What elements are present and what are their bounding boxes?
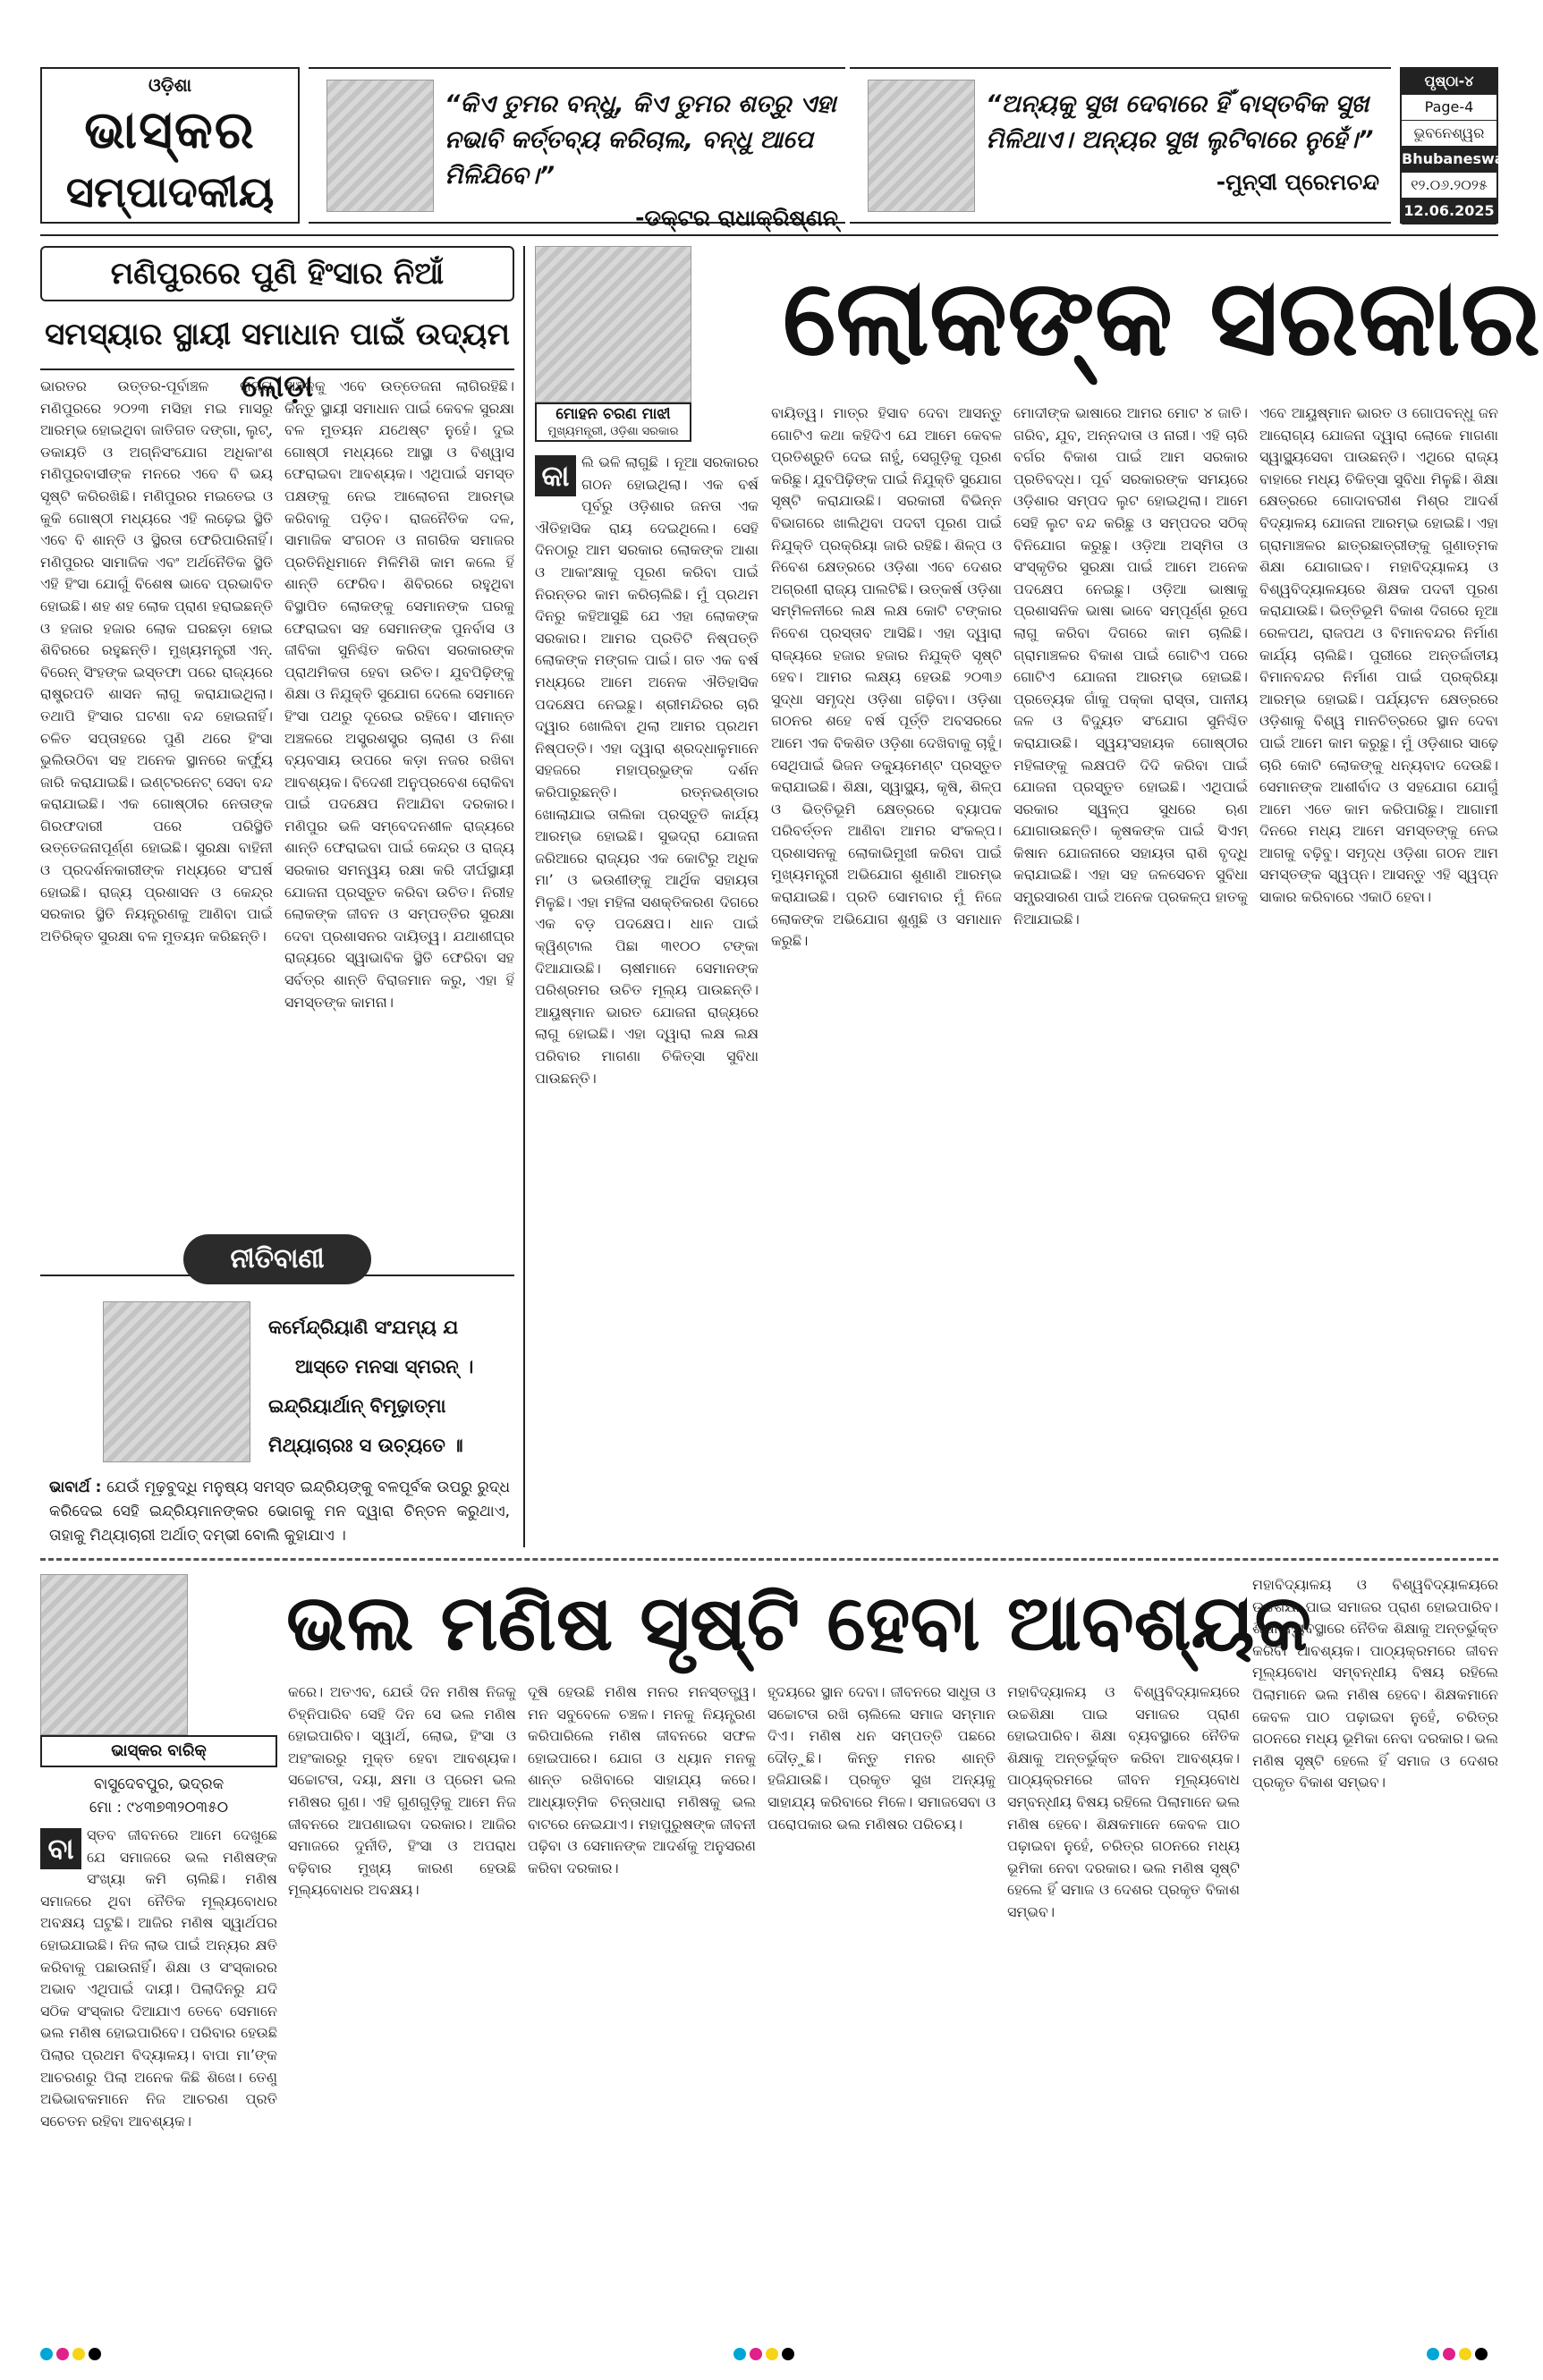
article2-col1: ଲି ଭଳି ଲାଗୁଛି । ନୂଆ ସରକାରର ଗଠନ ହୋଇଥିଲା। ଏକ ବର୍ଷ ପୂର୍ବରୁ ଓଡ଼ିଶାର ଜନତା ଏକ ଐତିହାସିକ ରାୟ ଦେଇଥିଲେ। ସେହି ଦିନଠାରୁ ଆମ ସରକାର ଲୋକଙ୍କ ଆଶା ଓ ଆକାଂକ୍ଷାକୁ ପୂରଣ କରିବା ପାଇଁ ନିରନ୍ତର କାମ କରିଚାଲିଛି। ମୁଁ ପ୍ରଥମ ଦିନରୁ କହିଆସୁଛି ଯେ ଏହା ଲୋକଙ୍କ ସରକାର। ଆମର ପ୍ରତିଟି ନିଷ୍ପତ୍ତି ଲୋକଙ୍କ ମଙ୍ଗଳ ପାଇଁ। ଗତ ଏକ ବର୍ଷ ମଧ୍ୟରେ ଆମେ ଅନେକ ଐତିହାସିକ ପଦକ୍ଷେପ ନେଇଛୁ। ଶ୍ରୀମନ୍ଦିରର ଚାରି ଦ୍ୱାର ଖୋଲିବା ଥିଲା ଆମର ପ୍ରଥମ ନିଷ୍ପତ୍ତି। ଏହା ଦ୍ୱାରା ଶ୍ରଦ୍ଧାଳୁମାନେ ସହଜରେ ମହାପ୍ରଭୁଙ୍କ ଦର୍ଶନ କରିପାରୁଛନ୍ତି। ରତ୍ନଭଣ୍ଡାର ଖୋଲାଯାଇ ତାଲିକା ପ୍ରସ୍ତୁତି କାର୍ଯ୍ୟ ଆରମ୍ଭ ହୋଇଛି। ସୁଭଦ୍ରା ଯୋଜନା ଜରିଆରେ ରାଜ୍ୟର ଏକ କୋଟିରୁ ଅଧିକ ମା’ ଓ ଭଉଣୀଙ୍କୁ ଆର୍ଥିକ ସହାୟତା ମିଳୁଛି। ଏହା ମହିଳା ସଶକ୍ତିକରଣ ଦିଗରେ ଏକ ବଡ଼ ପଦକ୍ଷେପ। ଧାନ ପାଇଁ କ୍ୱିଣ୍ଟାଲ ପିଛା ୩୧୦୦ ଟଙ୍କା ଦିଆଯାଉଛି। ଚାଷୀମାନେ ସେମାନଙ୍କ ପରିଶ୍ରମର ଉଚିତ ମୂଲ୍ୟ ପାଉଛନ୍ତି। ଆୟୁଷ୍ମାନ ଭାରତ ଯୋଜନା ରାଜ୍ୟରେ ଲାଗୁ ହୋଇଛି। ଏହା ଦ୍ୱାରା ଲକ୍ଷ ଲକ୍ଷ ପରିବାର ମାଗଣା ଚିକିତ୍ସା ସୁବିଧା ପାଉଛନ୍ତି। [535, 453, 759, 1087]
article3-col6: ମହାବିଦ୍ୟାଳୟ ଓ ବିଶ୍ୱବିଦ୍ୟାଳୟରେ ଉଚ୍ଚଶିକ୍ଷା ପାଇ ସମାଜର ପ୍ରାଣ ହୋଇପାରିବ। ଶିକ୍ଷା ବ୍ୟବସ୍ଥାରେ ନୈତିକ ଶିକ୍ଷାକୁ ଅନ୍ତର୍ଭୁକ୍ତ କରିବା ଆବଶ୍ୟକ। ପାଠ୍ୟକ୍ରମରେ ଜୀବନ ମୂଲ୍ୟବୋଧ ସମ୍ବନ୍ଧୀୟ ବିଷୟ ରହିଲେ ପିଲାମାନେ ଭଲ ମଣିଷ ହେବେ। ଶିକ୍ଷକମାନେ କେବଳ ପାଠ ପଢ଼ାଇବା ନୁହେଁ, ଚରିତ୍ର ଗଠନରେ ମଧ୍ୟ ଭୂମିକା ନେବା ଦରକାର। ଭଲ ମଣିଷ ସୃଷ୍ଟି ହେଲେ ହିଁ ସମାଜ ଓ ଦେଶର ପ୍ରକୃତ ବିକାଶ ସମ୍ଭବ। [1252, 1576, 1498, 1791]
article2-headline: ଲୋକଙ୍କ ସରକାର [783, 255, 1541, 379]
quote-right-text: “ଅନ୍ୟକୁ ସୁଖ ଦେବାରେ ହିଁ ବାସ୍ତବିକ ସୁଖ ମିଳିଥାଏ। ଅନ୍ୟର ସୁଖ ଲୁଟିବାରେ ନୁହେଁ।” [986, 90, 1374, 154]
article3-byline-place: ବାସୁଦେବପୁର, ଭଦ୍ରକ [93, 1775, 225, 1793]
article1-col1: ଭାରତର ଉତ୍ତର-ପୂର୍ବାଞ୍ଚଳ ରାଜ୍ୟ ମଣିପୁରରେ ୨୦୨୩ ମସିହା ମଇ ମାସରୁ ଆରମ୍ଭ ହୋଇଥିବା ଜାତିଗତ ଦଙ୍ଗା, ଲୁଟ୍, ଡକାୟତି ଓ ଅଗ୍ନିସଂଯୋଗ ଅଧିକାଂଶ ମଣିପୁରବାସୀଙ୍କ ମନରେ ଏବେ ବି ଭୟ ସୃଷ୍ଟି କରିରଖିଛି। ମଣିପୁରର ମଇତେଇ ଓ କୁକି ଗୋଷ୍ଠୀ ମଧ୍ୟରେ ଏହି ଲଢ଼େଇ ସ୍ଥିତି ଏବେ ବି ଶାନ୍ତି ଓ ସ୍ଥିରତା ଫେରିପାରିନାହିଁ। ମଣିପୁରର ସାମାଜିକ ଏବଂ ଅର୍ଥନୈତିକ ସ୍ଥିତି ଏହି ହିଂସା ଯୋଗୁଁ ବିଶେଷ ଭାବେ ପ୍ରଭାବିତ ହୋଇଛି। ଶହ ଶହ ଲୋକ ପ୍ରାଣ ହରାଇଛନ୍ତି ଓ ହଜାର ହଜାର ଲୋକ ଘରଛଡ଼ା ହୋଇ ଶିବିରରେ ରହୁଛନ୍ତି। ମୁଖ୍ୟମନ୍ତ୍ରୀ ଏନ୍. ବିରେନ୍ ସିଂହଙ୍କ ଇସ୍ତଫା ପରେ ରାଜ୍ୟରେ ରାଷ୍ଟ୍ରପତି ଶାସନ ଲାଗୁ କରାଯାଇଥିଲା। ତଥାପି ହିଂସାର ଘଟଣା ବନ୍ଦ ହୋଇନାହିଁ। ଚଳିତ ସପ୍ତାହରେ ପୁଣି ଥରେ ହିଂସା ଭୁଲିଉଠିବା ସହ ଅନେକ ସ୍ଥାନରେ କର୍ଫ୍ୟୁ ଜାରି କରାଯାଇଛି। ଇଣ୍ଟରନେଟ୍ ସେବା ବନ୍ଦ କରାଯାଇଛି। ଏକ ଗୋଷ୍ଠୀର ନେତାଙ୍କ ଗିରଫଦାରୀ ପରେ ପରିସ୍ଥିତି ଉତ୍ତେଜନାପୂର୍ଣ୍ଣ ହୋଇଛି। ସୁରକ୍ଷା ବାହିନୀ ଓ ପ୍ରଦର୍ଶନକାରୀଙ୍କ ମଧ୍ୟରେ ସଂଘର୍ଷ ହୋଇଛି। ରାଜ୍ୟ ପ୍ରଶାସନ ଓ କେନ୍ଦ୍ର ସରକାର ସ୍ଥିତି ନିୟନ୍ତ୍ରଣକୁ ଆଣିବା ପାଇଁ ଅତିରିକ୍ତ ସୁରକ୍ଷା ବଳ ମୁତୟନ କରିଛନ୍ତି। [40, 377, 273, 944]
nitibani-meaning-label: ଭାବାର୍ଥ : [49, 1478, 102, 1496]
photo-mohan-majhi [535, 246, 691, 402]
article2-col2: ବାୟିତ୍ୱ। ମାତ୍ର ହିସାବ ଦେବା ଆସନ୍ତୁ ଗୋଟିଏ କଥା କହିଦିଏ ଯେ ଆମେ କେବଳ ପ୍ରତିଶ୍ରୁତି ଦେଇ ନାହୁଁ, ସେଗୁଡ଼ିକୁ ପୂରଣ କରିଛୁ। ଯୁବପିଢ଼ିଙ୍କ ପାଇଁ ନିଯୁକ୍ତି ସୁଯୋଗ ସୃଷ୍ଟି କରାଯାଉଛି। ସରକାରୀ ବିଭିନ୍ନ ବିଭାଗରେ ଖାଲିଥିବା ପଦବୀ ପୂରଣ ପାଇଁ ନିଯୁକ୍ତି ପ୍ରକ୍ରିୟା ଜାରି ରହିଛି। ଶିଳ୍ପ ଓ ନିବେଶ କ୍ଷେତ୍ରରେ ଓଡ଼ିଶା ଏବେ ଦେଶର ଅଗ୍ରଣୀ ରାଜ୍ୟ ପାଲଟିଛି। ଉତ୍କର୍ଷ ଓଡ଼ିଶା ସମ୍ମିଳନୀରେ ଲକ୍ଷ ଲକ୍ଷ କୋଟି ଟଙ୍କାର ନିବେଶ ପ୍ରସ୍ତାବ ଆସିଛି। ଏହା ଦ୍ୱାରା ରାଜ୍ୟରେ ହଜାର ହଜାର ନିଯୁକ୍ତି ସୃଷ୍ଟି ହେବ। ଆମର ଲକ୍ଷ୍ୟ ହେଉଛି ୨୦୩୬ ସୁଦ୍ଧା ସମୃଦ୍ଧ ଓଡ଼ିଶା ଗଢ଼ିବା। ଓଡ଼ିଶା ଗଠନର ଶହେ ବର୍ଷ ପୂର୍ତ୍ତି ଅବସରରେ ଆମେ ଏକ ବିକଶିତ ଓଡ଼ିଶା ଦେଖିବାକୁ ଚାହୁଁ। ସେଥିପାଇଁ ଭିଜନ ଡକ୍ୟୁମେଣ୍ଟ ପ୍ରସ୍ତୁତ କରାଯାଇଛି। ଶିକ୍ଷା, ସ୍ୱାସ୍ଥ୍ୟ, କୃଷି, ଶିଳ୍ପ ଓ ଭିତ୍ତିଭୂମି କ୍ଷେତ୍ରରେ ବ୍ୟାପକ ପରିବର୍ତ୍ତନ ଆଣିବା ଆମର ସଂକଳ୍ପ। ପ୍ରଶାସନକୁ ଲୋକାଭିମୁଖୀ କରିବା ପାଇଁ ମୁଖ୍ୟମନ୍ତ୍ରୀ ଅଭିଯୋଗ ଶୁଣାଣି ଆରମ୍ଭ କରାଯାଇଛି। ପ୍ରତି ସୋମବାର ମୁଁ ନିଜେ ଲୋକଙ୍କ ଅଭିଯୋଗ ଶୁଣୁଛି ଓ ସମାଧାନ କରୁଛି। [771, 404, 1002, 950]
city-en: Bhubaneswar [1402, 147, 1496, 173]
quote-right-author: -ମୁନ୍ସୀ ପ୍ରେମଚନ୍ଦ [1216, 169, 1379, 195]
article3-byline-details [40, 1773, 277, 1819]
article3-byline-phone: ମୋ : ୯୪୩୭୩୨୦୩୫୦ [89, 1799, 229, 1817]
article3-col4: ହୃଦୟରେ ସ୍ଥାନ ଦେବା। ଜୀବନରେ ସାଧୁତା ଓ ସଚ୍ଚୋଟତା ରଖି ଚାଲିଲେ ସମାଜ ସମ୍ମାନ ଦିଏ। ମଣିଷ ଧନ ସମ୍ପତ୍ତି ପଛରେ ଦୌଡ଼ୁଛି। କିନ୍ତୁ ମନର ଶାନ୍ତି ହଜିଯାଉଛି। ପ୍ରକୃତ ସୁଖ ଅନ୍ୟକୁ ସାହାଯ୍ୟ କରିବାରେ ମିଳେ। ସମାଜସେବା ଓ ପରୋପକାର ଭଲ ମଣିଷର ପରିଚୟ। [767, 1683, 996, 1833]
article2-dropcap: କା [535, 455, 576, 496]
verse-line-2: ଆସ୍ତେ ମନସା ସ୍ମରନ୍ । [295, 1356, 474, 1377]
verse-line-4: ମିଥ୍ୟାଚାରଃ ସ ଉଚ୍ୟତେ ॥ [268, 1435, 463, 1456]
nitibani-meaning: ଯେଉଁ ମୂଢ଼ବୁଦ୍ଧି ମନୁଷ୍ୟ ସମସ୍ତ ଇନ୍ଦ୍ରିୟଙ୍କୁ ବଳପୂର୍ବକ ଉପରୁ ରୁଦ୍ଧ କରିଦେଇ ସେହି ଇନ୍ଦ୍ରିୟମାନଙ୍କର ଭୋଗକୁ ମନ ଦ୍ୱାରା ଚିନ୍ତନ କରୁଥାଏ, ତାହାକୁ ମିଥ୍ୟାଚାରୀ ଅର୍ଥାତ୍ ଦମ୍ଭୀ ବୋଲି କୁହାଯାଏ । [49, 1478, 510, 1545]
article2-col1-block [535, 452, 759, 1534]
verse-line-1: କର୍ମେନ୍ଦ୍ରିୟାଣି ସଂଯମ୍ୟ ଯ [268, 1317, 459, 1338]
article2-byline-role: ମୁଖ୍ୟମନ୍ତ୍ରୀ, ଓଡ଼ିଶା ସରକାର [547, 425, 679, 438]
article2-col3: ମୋଦୀଙ୍କ ଭାଷାରେ ଆମର ମୋଟ ୪ ଜାତି। ଗରିବ, ଯୁବ, ଅନ୍ନଦାତା ଓ ନାରୀ। ଏହି ଚାରି ବର୍ଗର ବିକାଶ ପାଇଁ ଆମ ସରକାର ପ୍ରତିବଦ୍ଧ। ପୂର୍ବ ସରକାରଙ୍କ ସମୟରେ ଓଡ଼ିଶାର ସମ୍ପଦ ଲୁଟ ହୋଇଥିଲା। ଆମେ ସେହି ଲୁଟ ବନ୍ଦ କରିଛୁ ଓ ସମ୍ପଦର ସଠିକ୍ ବିନିଯୋଗ କରୁଛୁ। ଓଡ଼ିଆ ଅସ୍ମିତା ଓ ସଂସ୍କୃତିର ସୁରକ୍ଷା ପାଇଁ ଆମେ ଅନେକ ପଦକ୍ଷେପ ନେଇଛୁ। ଓଡ଼ିଆ ଭାଷାକୁ ପ୍ରଶାସନିକ ଭାଷା ଭାବେ ସମ୍ପୂର୍ଣ୍ଣ ରୂପେ ଲାଗୁ କରିବା ଦିଗରେ କାମ ଚାଲିଛି। ଗ୍ରାମାଞ୍ଚଳର ବିକାଶ ପାଇଁ ଗୋଟିଏ ପରେ ଗୋଟିଏ ଯୋଜନା ଆରମ୍ଭ ହୋଇଛି। ପ୍ରତ୍ୟେକ ଗାଁକୁ ପକ୍କା ରାସ୍ତା, ପାନୀୟ ଜଳ ଓ ବିଦ୍ୟୁତ ସଂଯୋଗ ସୁନିଶ୍ଚିତ କରାଯାଉଛି। ସ୍ୱୟଂସହାୟକ ଗୋଷ୍ଠୀର ମହିଳାଙ୍କୁ ଲକ୍ଷପତି ଦିଦି କରିବା ପାଇଁ ଯୋଜନା ପ୍ରସ୍ତୁତ ହୋଇଛି। ଏଥିପାଇଁ ସରକାର ସ୍ୱଳ୍ପ ସୁଧରେ ଋଣ ଯୋଗାଉଛନ୍ତି। କୃଷକଙ୍କ ପାଇଁ ସିଏମ୍ କିଷାନ ଯୋଜନାରେ ସହାୟତା ରାଶି ବୃଦ୍ଧି କରାଯାଇଛି। ଏହା ସହ ଜଳସେଚନ ସୁବିଧା ସମ୍ପ୍ରସାରଣ ପାଇଁ ଅନେକ ପ୍ରକଳ୍ପ ହାତକୁ ନିଆଯାଇଛି। [1013, 404, 1248, 927]
article2-byline-name: ମୋହନ ଚରଣ ମାଝୀ [555, 405, 671, 423]
brand-section: ସମ୍ପାଦକୀୟ [65, 167, 275, 217]
article3-col3: ଦୂଷି ହେଉଛି ମଣିଷ ମନର ମନସ୍ତତ୍ତ୍ୱ। ମନ ସବୁବେଳେ ଚଞ୍ଚଳ। ମନକୁ ନିୟନ୍ତ୍ରଣ କରିପାରିଲେ ମଣିଷ ଜୀବନରେ ସଫଳ ହୋଇପାରେ। ଯୋଗ ଓ ଧ୍ୟାନ ମନକୁ ଶାନ୍ତ ରଖିବାରେ ସାହାଯ୍ୟ କରେ। ଆଧ୍ୟାତ୍ମିକ ଚିନ୍ତାଧାରା ମଣିଷକୁ ଭଲ ବାଟରେ ନେଇଯାଏ। ମହାପୁରୁଷଙ୍କ ଜୀବନୀ ପଢ଼ିବା ଓ ସେମାନଙ୍କ ଆଦର୍ଶକୁ ଅନୁସରଣ କରିବା ଦରକାର। [528, 1683, 756, 1876]
quote-left [309, 67, 845, 231]
nitibani-badge: ନୀତିବାଣୀ [183, 1234, 371, 1284]
page-number-en: Page-4 [1402, 95, 1496, 121]
portrait-radhakrishnan [326, 80, 434, 212]
city-or: ଭୁବନେଶ୍ୱର [1402, 121, 1496, 147]
date-or: ୧୨.୦୬.୨୦୨୫ [1402, 173, 1496, 199]
nitibani-meaning-block [49, 1476, 510, 1548]
krishna-arjuna-image [103, 1301, 250, 1462]
page-number-or: ପୃଷ୍ଠା-୪ [1402, 69, 1496, 95]
article3-col1-block [40, 1825, 277, 2316]
article3-headline: ଭଲ ମଣିଷ ସୃଷ୍ଟି ହେବା ଆବଶ୍ୟକ [286, 1578, 1312, 1668]
article2-byline [535, 402, 691, 442]
registration-marks-right [1427, 2348, 1498, 2362]
photo-bhaskar-barik [40, 1574, 188, 1735]
verse-line-3: ଇନ୍ଦ୍ରିୟାର୍ଥାନ୍ ବିମୂଢ଼ାତ୍ମା [268, 1395, 446, 1417]
quote-left-text: “କିଏ ତୁମର ବନ୍ଧୁ, କିଏ ତୁମର ଶତ୍ରୁ ଏହା ନଭାବି କର୍ତ୍ତବ୍ୟ କରିଚାଲ, ବନ୍ଧୁ ଆପେ ମିଳିଯିବେ।” [445, 90, 836, 190]
date-en: 12.06.2025 [1402, 199, 1496, 224]
brand-top-label: ଓଡ଼ିଶା [148, 74, 192, 96]
page-info-box [1400, 67, 1512, 224]
article1-head-rule [40, 368, 514, 370]
quote-right [850, 67, 1391, 224]
article3-col1: ସ୍ତବ ଜୀବନରେ ଆମେ ଦେଖୁଛେ ଯେ ସମାଜରେ ଭଲ ମଣିଷଙ୍କ ସଂଖ୍ୟା କମି ଚାଲିଛି। ମଣିଷ ସମାଜରେ ଥିବା ନୈତିକ ମୂଲ୍ୟବୋଧର ଅବକ୍ଷୟ ଘଟୁଛି। ଆଜିର ମଣିଷ ସ୍ୱାର୍ଥପର ହୋଇଯାଇଛି। ନିଜ ଲାଭ ପାଇଁ ଅନ୍ୟର କ୍ଷତି କରିବାକୁ ପଛାଉନାହିଁ। ଶିକ୍ଷା ଓ ସଂସ୍କାରର ଅଭାବ ଏଥିପାଇଁ ଦାୟୀ। ପିଲାଦିନରୁ ଯଦି ସଠିକ ସଂସ୍କାର ଦିଆଯାଏ ତେବେ ସେମାନେ ଭଲ ମଣିଷ ହୋଇପାରିବେ। ପରିବାର ହେଉଛି ପିଲାର ପ୍ରଥମ ବିଦ୍ୟାଳୟ। ବାପା ମା’ଙ୍କ ଆଚରଣରୁ ପିଲା ଅନେକ କିଛି ଶିଖେ। ତେଣୁ ଅଭିଭାବକମାନେ ନିଜ ଆଚରଣ ପ୍ରତି ସଚେତନ ରହିବା ଆବଶ୍ୟକ। [40, 1826, 277, 2130]
registration-marks-center [733, 2348, 805, 2362]
registration-marks-left [40, 2348, 112, 2362]
masthead-brand [40, 67, 300, 224]
quote-left-author: -ଡକ୍ଟର ରାଧାକ୍ରିଷ୍ଣନ୍ [635, 205, 838, 231]
section-dashed-divider [40, 1558, 1498, 1561]
portrait-premchand [868, 80, 975, 212]
brand-name: ଭାସ୍କର [84, 99, 256, 160]
article3-col2: କରେ। ଅତଏବ, ଯେଉଁ ଦିନ ମଣିଷ ନିଜକୁ ଚିହ୍ନିପାରିବ ସେହି ଦିନ ସେ ଭଲ ମଣିଷ ହୋଇପାରିବ। ସ୍ୱାର୍ଥ, ଲୋଭ, ହିଂସା ଓ ଅହଂକାରରୁ ମୁକ୍ତ ହେବା ଆବଶ୍ୟକ। ସଚ୍ଚୋଟତା, ଦୟା, କ୍ଷମା ଓ ପ୍ରେମ ଭଲ ମଣିଷର ଗୁଣ। ଏହି ଗୁଣଗୁଡ଼ିକୁ ଆମେ ନିଜ ଜୀବନରେ ଆପଣାଇବା ଦରକାର। ଆଜିର ସମାଜରେ ଦୁର୍ନୀତି, ହିଂସା ଓ ଅପରାଧ ବଢ଼ିବାର ମୁଖ୍ୟ କାରଣ ହେଉଛି ମୂଲ୍ୟବୋଧର ଅବକ୍ଷୟ। [288, 1683, 516, 1899]
article2-col4: ଏବେ ଆୟୁଷ୍ମାନ ଭାରତ ଓ ଗୋପବନ୍ଧୁ ଜନ ଆରୋଗ୍ୟ ଯୋଜନା ଦ୍ୱାରା ଲୋକେ ମାଗଣା ସ୍ୱାସ୍ଥ୍ୟସେବା ପାଉଛନ୍ତି। ଏଥିରେ ରାଜ୍ୟ ବାହାରେ ମଧ୍ୟ ଚିକିତ୍ସା ସୁବିଧା ମିଳୁଛି। ଶିକ୍ଷା କ୍ଷେତ୍ରରେ ଗୋଦାବରୀଶ ମିଶ୍ର ଆଦର୍ଶ ବିଦ୍ୟାଳୟ ଯୋଜନା ଆରମ୍ଭ ହୋଇଛି। ଏହା ଗ୍ରାମାଞ୍ଚଳର ଛାତ୍ରଛାତ୍ରୀଙ୍କୁ ଗୁଣାତ୍ମକ ଶିକ୍ଷା ଯୋଗାଇବ। ମହାବିଦ୍ୟାଳୟ ଓ ବିଶ୍ୱବିଦ୍ୟାଳୟରେ ଶିକ୍ଷକ ପଦବୀ ପୂରଣ କରାଯାଉଛି। ଭିତ୍ତିଭୂମି ବିକାଶ ଦିଗରେ ନୂଆ ରେଳପଥ, ରାଜପଥ ଓ ବିମାନବନ୍ଦର ନିର୍ମାଣ କାର୍ଯ୍ୟ ଚାଲିଛି। ପୁରୀରେ ଅନ୍ତର୍ଜାତୀୟ ବିମାନବନ୍ଦର ନିର୍ମାଣ ପାଇଁ ପ୍ରକ୍ରିୟା ଆରମ୍ଭ ହୋଇଛି। ପର୍ଯ୍ୟଟନ କ୍ଷେତ୍ରରେ ଓଡ଼ିଶାକୁ ବିଶ୍ୱ ମାନଚିତ୍ରରେ ସ୍ଥାନ ଦେବା ପାଇଁ ଆମେ କାମ କରୁଛୁ। ମୁଁ ଓଡ଼ିଶାର ସାଢ଼େ ଚାରି କୋଟି ଲୋକଙ୍କୁ ଧନ୍ୟବାଦ ଦେଉଛି। ସେମାନଙ୍କ ଆଶୀର୍ବାଦ ଓ ସହଯୋଗ ଯୋଗୁଁ ଆମେ ଏତେ କାମ କରିପାରିଛୁ। ଆଗାମୀ ଦିନରେ ମଧ୍ୟ ଆମେ ସମସ୍ତଙ୍କୁ ନେଇ ଆଗକୁ ବଢ଼ିବୁ। ସମୃଦ୍ଧ ଓଡ଼ିଶା ଗଠନ ଆମ ସମସ୍ତଙ୍କ ସ୍ୱପ୍ନ। ଆସନ୍ତୁ ଏହି ସ୍ୱପ୍ନ ସାକାର କରିବାରେ ଏକାଠି ହେବା। [1259, 404, 1498, 906]
article3-byline-name: ଭାସ୍କର ବାରିକ୍ [40, 1735, 277, 1767]
article1-headline: ସମସ୍ୟାର ସ୍ଥାୟୀ ସମାଧାନ ପାଇଁ ଉଦ୍ୟମ ଲୋଡ଼ା [45, 317, 510, 404]
masthead-divider [40, 234, 1498, 236]
nitibani-verse [268, 1308, 519, 1465]
article1-col2: ଅଞ୍ଚଳକୁ ଏବେ ଉତ୍ତେଜନା ଲାଗିରହିଛି। କିନ୍ତୁ ସ୍ଥାୟୀ ସମାଧାନ ପାଇଁ କେବଳ ସୁରକ୍ଷା ବଳ ମୁତୟନ ଯଥେଷ୍ଟ ନୁହେଁ। ଦୁଇ ଗୋଷ୍ଠୀ ମଧ୍ୟରେ ଆସ୍ଥା ଓ ବିଶ୍ୱାସ ଫେରାଇବା ଆବଶ୍ୟକ। ଏଥିପାଇଁ ସମସ୍ତ ପକ୍ଷଙ୍କୁ ନେଇ ଆଲୋଚନା ଆରମ୍ଭ କରିବାକୁ ପଡ଼ିବ। ରାଜନୈତିକ ଦଳ, ସାମାଜିକ ସଂଗଠନ ଓ ନାଗରିକ ସମାଜର ପ୍ରତିନିଧିମାନେ ମିଳିମିଶି କାମ କଲେ ହିଁ ଶାନ୍ତି ଫେରିବ। ଶିବିରରେ ରହୁଥିବା ବିସ୍ଥାପିତ ଲୋକଙ୍କୁ ସେମାନଙ୍କ ଘରକୁ ଫେରାଇବା ସହ ସେମାନଙ୍କ ପୁନର୍ବାସ ଓ ଜୀବିକା ସୁନିଶ୍ଚିତ କରିବା ସରକାରଙ୍କ ପ୍ରାଥମିକତା ହେବା ଉଚିତ। ଯୁବପିଢ଼ିଙ୍କୁ ଶିକ୍ଷା ଓ ନିଯୁକ୍ତି ସୁଯୋଗ ଦେଲେ ସେମାନେ ହିଂସା ପଥରୁ ଦୂରେଇ ରହିବେ। ସୀମାନ୍ତ ଅଞ୍ଚଳରେ ଅସ୍ତ୍ରଶସ୍ତ୍ର ଚାଲାଣ ଓ ନିଶା ବ୍ୟବସାୟ ଉପରେ କଡ଼ା ନଜର ରଖିବା ଆବଶ୍ୟକ। ବିଦେଶୀ ଅନୁପ୍ରବେଶ ରୋକିବା ପାଇଁ ପଦକ୍ଷେପ ନିଆଯିବା ଦରକାର। ମଣିପୁର ଭଳି ସମ୍ବେଦନଶୀଳ ରାଜ୍ୟରେ ଶାନ୍ତି ଫେରାଇବା ପାଇଁ କେନ୍ଦ୍ର ଓ ରାଜ୍ୟ ସରକାର ସମନ୍ୱୟ ରକ୍ଷା କରି ଦୀର୍ଘସ୍ଥାୟୀ ଯୋଜନା ପ୍ରସ୍ତୁତ କରିବା ଉଚିତ। ନିରୀହ ଲୋକଙ୍କ ଜୀବନ ଓ ସମ୍ପତ୍ତିର ସୁରକ୍ଷା ଦେବା ପ୍ରଶାସନର ଦାୟିତ୍ୱ। ଯଥାଶୀଘ୍ର ରାଜ୍ୟରେ ସ୍ୱାଭାବିକ ସ୍ଥିତି ଫେରିବା ସହ ସର୍ବତ୍ର ଶାନ୍ତି ବିରାଜମାନ କରୁ, ଏହା ହିଁ ସମସ୍ତଙ୍କ କାମନା। [284, 377, 514, 1011]
article3-dropcap: ବା [40, 1828, 81, 1869]
article1-kicker: ମଣିପୁରରେ ପୁଣି ହିଂସାର ନିଆଁ [40, 246, 514, 301]
column-separator-main [523, 246, 525, 1547]
article3-col5: ମହାବିଦ୍ୟାଳୟ ଓ ବିଶ୍ୱବିଦ୍ୟାଳୟରେ ଉଚ୍ଚଶିକ୍ଷା ପାଇ ସମାଜର ପ୍ରାଣ ହୋଇପାରିବ। ଶିକ୍ଷା ବ୍ୟବସ୍ଥାରେ ନୈତିକ ଶିକ୍ଷାକୁ ଅନ୍ତର୍ଭୁକ୍ତ କରିବା ଆବଶ୍ୟକ। ପାଠ୍ୟକ୍ରମରେ ଜୀବନ ମୂଲ୍ୟବୋଧ ସମ୍ବନ୍ଧୀୟ ବିଷୟ ରହିଲେ ପିଲାମାନେ ଭଲ ମଣିଷ ହେବେ। ଶିକ୍ଷକମାନେ କେବଳ ପାଠ ପଢ଼ାଇବା ନୁହେଁ, ଚରିତ୍ର ଗଠନରେ ମଧ୍ୟ ଭୂମିକା ନେବା ଦରକାର। ଭଲ ମଣିଷ ସୃଷ୍ଟି ହେଲେ ହିଁ ସମାଜ ଓ ଦେଶର ପ୍ରକୃତ ବିକାଶ ସମ୍ଭବ। [1007, 1683, 1240, 1920]
